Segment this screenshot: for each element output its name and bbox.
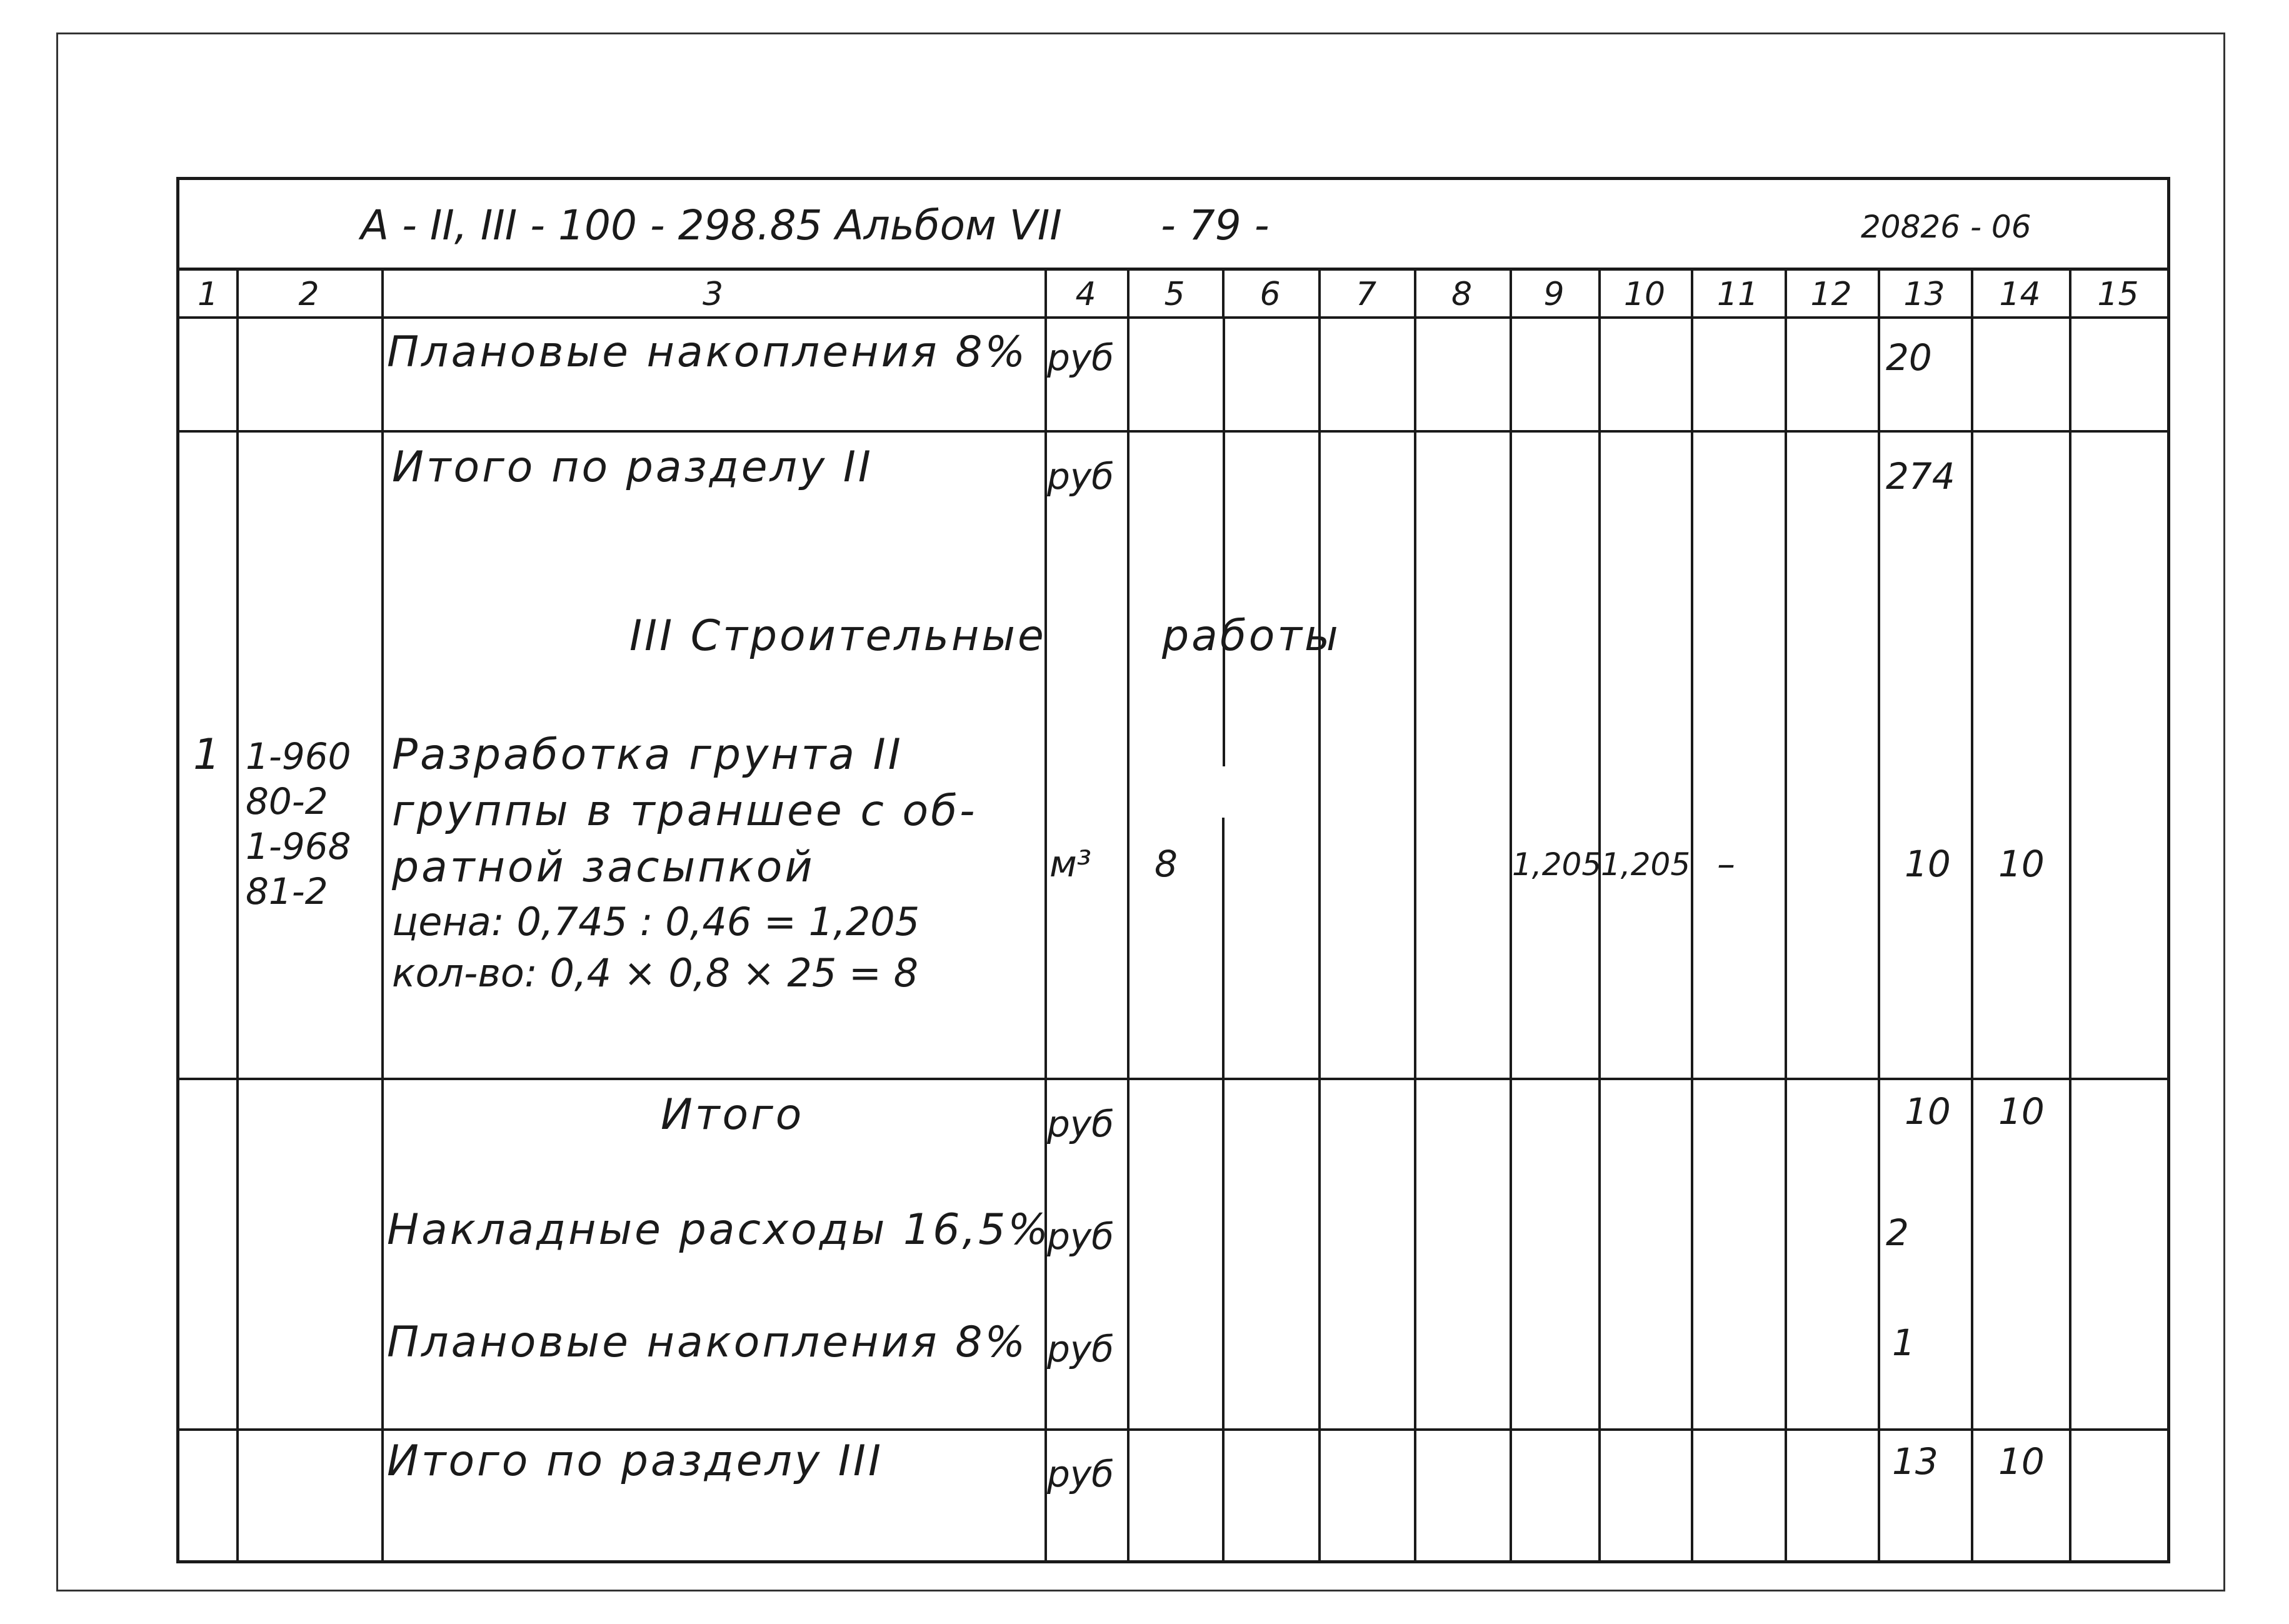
row-unit: руб xyxy=(1047,1215,1114,1258)
cell-col5: 8 xyxy=(1155,843,1178,885)
column-number: 12 xyxy=(1810,276,1852,313)
cell-col13: 13 xyxy=(1892,1440,1938,1483)
row-name: Накладные расходы 16,5% xyxy=(387,1205,1051,1255)
document-code: А - II, III - 100 - 298.85 Альбом VII xyxy=(361,201,1062,249)
column-divider xyxy=(1222,818,1225,1560)
column-number: 1 xyxy=(197,276,219,313)
estimate-sheet xyxy=(176,177,2170,1563)
column-number: 3 xyxy=(702,276,724,313)
sheet-header xyxy=(179,180,2167,271)
item-description-line: группы в траншее с об- xyxy=(392,786,978,836)
row-unit: руб xyxy=(1047,1453,1114,1495)
row-divider xyxy=(179,1078,2167,1080)
column-divider xyxy=(1414,268,1416,1560)
column-divider xyxy=(1598,268,1601,1560)
column-divider xyxy=(1785,268,1787,1560)
column-divider xyxy=(1127,268,1129,1560)
cell-col14: 10 xyxy=(1998,843,2045,885)
item-number: 1 xyxy=(193,730,223,779)
column-divider xyxy=(2069,268,2071,1560)
row-name: Итого по разделу II xyxy=(392,443,873,492)
column-divider xyxy=(236,268,239,1560)
row-name: Итого xyxy=(661,1090,804,1140)
section-title-continuation: работы xyxy=(1162,611,1341,661)
row-unit: руб xyxy=(1047,1103,1114,1145)
column-divider xyxy=(1223,316,1225,766)
row-name: Плановые накопления 8% xyxy=(387,328,1028,377)
row-unit: руб xyxy=(1047,1328,1114,1370)
document-id: 20826 - 06 xyxy=(1861,209,2031,245)
cell-col13: 10 xyxy=(1905,843,1951,885)
item-code: 1-968 xyxy=(246,825,351,868)
item-description-line: ратной засыпкой xyxy=(392,843,815,892)
row-name: Плановые накопления 8% xyxy=(387,1318,1028,1367)
row-divider xyxy=(179,1428,2167,1431)
cell-col13: 2 xyxy=(1886,1211,1909,1254)
column-number: 7 xyxy=(1355,276,1377,313)
column-number: 10 xyxy=(1623,276,1666,313)
column-number: 11 xyxy=(1716,276,1759,313)
item-quantity-formula: кол-во: 0,4 × 0,8 × 25 = 8 xyxy=(392,950,919,996)
row-divider xyxy=(179,430,2167,433)
column-number: 15 xyxy=(2097,276,2139,313)
column-number-divider xyxy=(179,316,2167,319)
item-code: 1-960 xyxy=(246,735,351,778)
column-number: 2 xyxy=(298,276,319,313)
cell-col13: 274 xyxy=(1886,455,1955,498)
column-number: 6 xyxy=(1260,276,1281,313)
row-unit: руб xyxy=(1047,336,1114,379)
column-number: 8 xyxy=(1451,276,1473,313)
cell-col9: 1,205 xyxy=(1512,846,1602,883)
item-code: 80-2 xyxy=(246,780,328,823)
column-number: 5 xyxy=(1164,276,1185,313)
item-code: 81-2 xyxy=(246,870,328,913)
cell-col13: 20 xyxy=(1886,336,1932,379)
item-price-formula: цена: 0,745 : 0,46 = 1,205 xyxy=(392,899,920,945)
column-divider xyxy=(1510,268,1512,1560)
cell-col13: 10 xyxy=(1905,1090,1951,1133)
cell-col14: 10 xyxy=(1998,1440,2045,1483)
cell-col14: 10 xyxy=(1998,1090,2045,1133)
column-number: 14 xyxy=(1999,276,2041,313)
column-divider xyxy=(1318,268,1321,1560)
item-description-line: Разработка грунта II xyxy=(392,730,903,779)
column-number: 4 xyxy=(1075,276,1096,313)
column-divider xyxy=(1971,268,1973,1560)
row-unit: руб xyxy=(1047,455,1114,498)
column-number: 13 xyxy=(1903,276,1945,313)
column-divider xyxy=(1691,268,1693,1560)
column-number: 9 xyxy=(1543,276,1565,313)
cell-col11: – xyxy=(1717,843,1735,885)
cell-col10: 1,205 xyxy=(1601,846,1691,883)
item-unit: м³ xyxy=(1049,843,1092,885)
column-divider xyxy=(381,268,384,1560)
section-title: III Строительные xyxy=(629,611,1046,661)
column-divider xyxy=(1878,268,1880,1560)
row-name: Итого по разделу III xyxy=(387,1436,884,1486)
page-number: - 79 - xyxy=(1161,201,1270,249)
cell-col13: 1 xyxy=(1892,1321,1915,1364)
